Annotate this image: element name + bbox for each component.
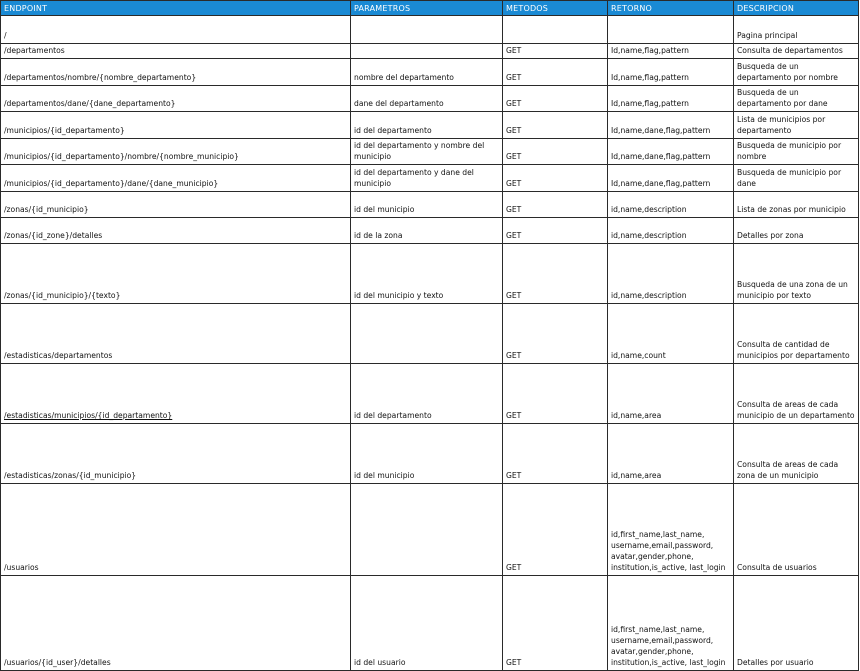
table-row: [1, 44, 859, 59]
metodos-cell: GET: [503, 44, 608, 59]
table-row: [1, 304, 859, 364]
table-row: [1, 576, 859, 671]
metodos-cell: GET: [503, 59, 608, 86]
descripcion-cell: Detalles por usuario: [734, 576, 859, 671]
header-row: [1, 1, 859, 16]
retorno-cell: Id,name,dane,flag,pattern: [608, 139, 734, 165]
endpoint-cell: /zonas/{id_zone}/detalles: [1, 218, 351, 244]
parametros-cell: [351, 484, 503, 576]
header-retorno: RETORNO: [608, 1, 734, 16]
table-row: [1, 165, 859, 192]
parametros-cell: id de la zona: [351, 218, 503, 244]
table-row: [1, 86, 859, 112]
retorno-cell: Id,name,dane,flag,pattern: [608, 112, 734, 139]
parametros-cell: id del departamento y dane del municipio: [351, 165, 503, 192]
endpoint-cell: /estadisticas/departamentos: [1, 304, 351, 364]
parametros-cell: [351, 16, 503, 44]
endpoint-cell: /usuarios: [1, 484, 351, 576]
descripcion-cell: Consulta de departamentos: [734, 44, 859, 59]
table-row: [1, 59, 859, 86]
endpoint-cell: /estadisticas/municipios/{id_departamento}: [1, 364, 351, 424]
parametros-cell: id del departamento: [351, 112, 503, 139]
parametros-cell: id del municipio: [351, 424, 503, 484]
descripcion-cell: Lista de zonas por municipio: [734, 192, 859, 218]
descripcion-cell: Busqueda de una zona de un municipio por texto: [734, 244, 859, 304]
descripcion-cell: Consulta de areas de cada municipio de un departamento: [734, 364, 859, 424]
retorno-cell: id,first_name,last_name, username,email,password, avatar,gender,phone, institution,is_active, last_login: [608, 484, 734, 576]
endpoint-cell: /municipios/{id_departamento}/nombre/{nombre_municipio}: [1, 139, 351, 165]
table-row: [1, 218, 859, 244]
endpoint-cell: /: [1, 16, 351, 44]
descripcion-cell: Consulta de areas de cada zona de un municipio: [734, 424, 859, 484]
descripcion-cell: Busqueda de municipio por nombre: [734, 139, 859, 165]
descripcion-cell: Consulta de cantidad de municipios por departamento: [734, 304, 859, 364]
endpoint-cell: /zonas/{id_municipio}/{texto}: [1, 244, 351, 304]
table-row: [1, 192, 859, 218]
retorno-cell: id,name,area: [608, 364, 734, 424]
descripcion-cell: Busqueda de un departamento por nombre: [734, 59, 859, 86]
metodos-cell: GET: [503, 112, 608, 139]
descripcion-cell: Consulta de usuarios: [734, 484, 859, 576]
descripcion-cell: Busqueda de un departamento por dane: [734, 86, 859, 112]
metodos-cell: GET: [503, 165, 608, 192]
parametros-cell: id del municipio: [351, 192, 503, 218]
metodos-cell: GET: [503, 86, 608, 112]
metodos-cell: GET: [503, 244, 608, 304]
endpoint-cell: /departamentos/dane/{dane_departamento}: [1, 86, 351, 112]
table-row: [1, 424, 859, 484]
parametros-cell: id del municipio y texto: [351, 244, 503, 304]
retorno-cell: id,name,description: [608, 192, 734, 218]
retorno-cell: id,name,area: [608, 424, 734, 484]
retorno-cell: Id,name,flag,pattern: [608, 44, 734, 59]
parametros-cell: [351, 44, 503, 59]
table-row: [1, 139, 859, 165]
metodos-cell: GET: [503, 192, 608, 218]
table-row: [1, 16, 859, 44]
retorno-cell: id,name,count: [608, 304, 734, 364]
header-metodos: METODOS: [503, 1, 608, 16]
descripcion-cell: Detalles por zona: [734, 218, 859, 244]
retorno-cell: [608, 16, 734, 44]
endpoint-cell: /zonas/{id_municipio}: [1, 192, 351, 218]
descripcion-cell: Lista de municipios por departamento: [734, 112, 859, 139]
retorno-cell: id,name,description: [608, 244, 734, 304]
table-row: [1, 364, 859, 424]
metodos-cell: GET: [503, 364, 608, 424]
descripcion-cell: Pagina principal: [734, 16, 859, 44]
metodos-cell: [503, 16, 608, 44]
endpoint-cell: /municipios/{id_departamento}: [1, 112, 351, 139]
parametros-cell: id del departamento y nombre del municipio: [351, 139, 503, 165]
endpoint-cell: /departamentos/nombre/{nombre_departamento}: [1, 59, 351, 86]
table-row: [1, 244, 859, 304]
endpoint-cell: /usuarios/{id_user}/detalles: [1, 576, 351, 671]
metodos-cell: GET: [503, 576, 608, 671]
metodos-cell: GET: [503, 139, 608, 165]
parametros-cell: id del departamento: [351, 364, 503, 424]
retorno-cell: Id,name,flag,pattern: [608, 59, 734, 86]
parametros-cell: id del usuario: [351, 576, 503, 671]
table-row: [1, 484, 859, 576]
retorno-cell: Id,name,dane,flag,pattern: [608, 165, 734, 192]
metodos-cell: GET: [503, 304, 608, 364]
retorno-cell: id,first_name,last_name, username,email,password, avatar,gender,phone, institution,is_active, last_login: [608, 576, 734, 671]
table-row: [1, 112, 859, 139]
header-parametros: PARAMETROS: [351, 1, 503, 16]
retorno-cell: id,name,description: [608, 218, 734, 244]
descripcion-cell: Busqueda de municipio por dane: [734, 165, 859, 192]
retorno-cell: Id,name,flag,pattern: [608, 86, 734, 112]
metodos-cell: GET: [503, 218, 608, 244]
parametros-cell: nombre del departamento: [351, 59, 503, 86]
endpoint-cell: /departamentos: [1, 44, 351, 59]
header-descripcion: DESCRIPCION: [734, 1, 859, 16]
metodos-cell: GET: [503, 484, 608, 576]
parametros-cell: dane del departamento: [351, 86, 503, 112]
header-endpoint: ENDPOINT: [1, 1, 351, 16]
metodos-cell: GET: [503, 424, 608, 484]
endpoint-cell: /municipios/{id_departamento}/dane/{dane_municipio}: [1, 165, 351, 192]
endpoint-cell: /estadisticas/zonas/{id_municipio}: [1, 424, 351, 484]
parametros-cell: [351, 304, 503, 364]
